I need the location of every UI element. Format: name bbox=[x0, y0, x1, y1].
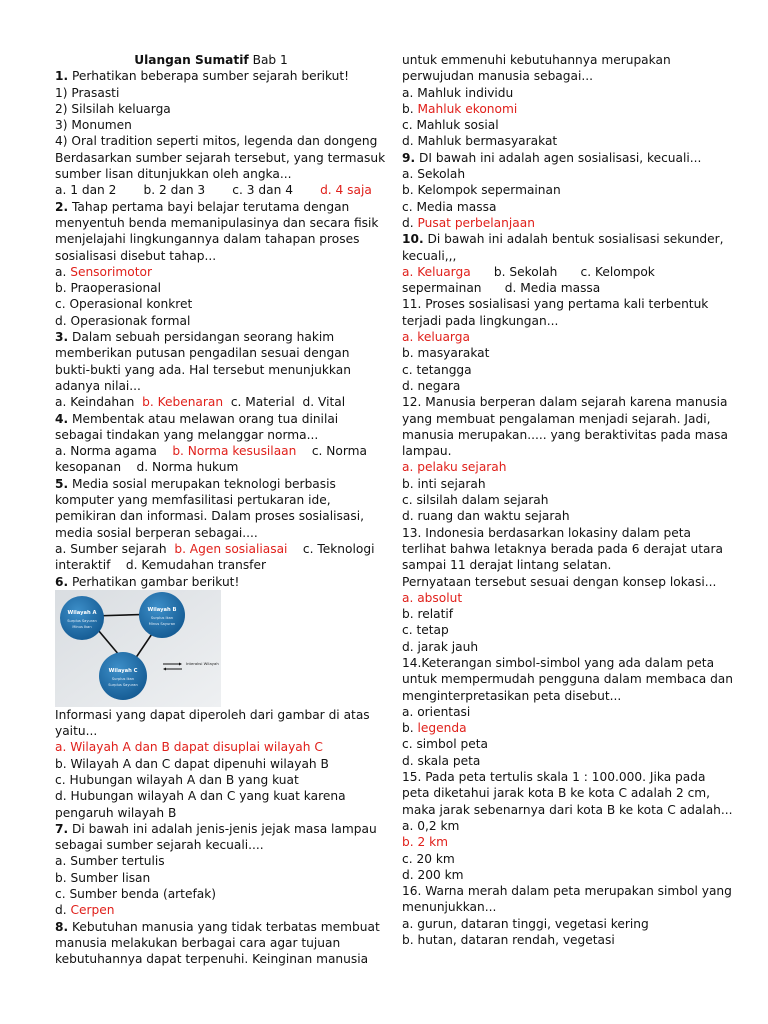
text-line bbox=[55, 329, 367, 345]
line-text: c. tetangga bbox=[402, 362, 472, 377]
line-text: c. Mahluk sosial bbox=[402, 118, 499, 133]
node-c-circle bbox=[99, 652, 147, 700]
line-text: d. 200 km bbox=[402, 867, 464, 882]
node-c-sub2: Surplus Sayuran bbox=[108, 682, 138, 687]
line-text: b. bbox=[402, 101, 418, 116]
line-text: a. Sumber tertulis bbox=[55, 854, 165, 869]
line-text: Perhatikan beberapa sumber sejarah berikut! bbox=[68, 69, 350, 84]
line-text: Di bawah ini adalah bentuk sosialisasi sekunder, bbox=[423, 232, 724, 247]
answer-text: legenda bbox=[417, 721, 467, 736]
text-line bbox=[402, 68, 732, 84]
line-text: c. Material d. Vital bbox=[223, 395, 346, 410]
text-line bbox=[55, 133, 378, 149]
text-line bbox=[402, 606, 732, 622]
text-line bbox=[402, 834, 732, 850]
answer-text: a. Keluarga bbox=[402, 264, 471, 279]
document-title bbox=[55, 52, 367, 68]
text-line bbox=[402, 296, 732, 312]
text-line bbox=[55, 362, 367, 378]
text-line bbox=[402, 85, 732, 101]
text-line bbox=[402, 769, 732, 785]
text-line bbox=[55, 280, 367, 296]
node-wilayah-c bbox=[99, 652, 147, 700]
text-line bbox=[402, 362, 732, 378]
line-text: b. Kelompok sepermainan bbox=[402, 183, 561, 198]
text-line bbox=[402, 541, 732, 557]
answer-text: b. Kebenaran bbox=[142, 395, 224, 410]
text-line bbox=[55, 739, 367, 755]
text-line bbox=[402, 590, 732, 606]
line-text: manusia melakukan berbagai cara agar tujuan bbox=[55, 935, 341, 950]
line-text: Perhatikan gambar berikut! bbox=[68, 574, 240, 589]
line-text: a. Keindahan bbox=[55, 395, 143, 410]
line-text: 14.Keterangan simbol-simbol yang ada dalam peta bbox=[402, 655, 715, 670]
line-text: sepermainan d. Media massa bbox=[402, 281, 601, 296]
text-line bbox=[402, 427, 732, 443]
text-line bbox=[402, 280, 732, 296]
text-line bbox=[55, 378, 367, 394]
text-line bbox=[402, 182, 732, 198]
text-line bbox=[55, 101, 367, 117]
question-number: 3. bbox=[55, 330, 69, 345]
question-number: 9. bbox=[402, 150, 416, 165]
answer-text: a. keluarga bbox=[402, 330, 470, 345]
line-text: sumber lisan ditunjukkan oleh angka... bbox=[55, 167, 292, 182]
text-line bbox=[402, 508, 732, 524]
line-text: pengaruh wilayah B bbox=[55, 805, 177, 820]
text-line bbox=[402, 525, 732, 541]
left-question-block bbox=[55, 68, 386, 590]
line-text: 4) Oral tradition seperti mitos, legenda dan dongeng bbox=[55, 134, 378, 149]
question-number: 4. bbox=[55, 411, 69, 426]
answer-text: a. pelaku sejarah bbox=[402, 460, 507, 475]
line-text: Kebutuhan manusia yang tidak terbatas membuat bbox=[68, 919, 380, 934]
line-text: a. gurun, dataran tinggi, vegetasi kering bbox=[402, 916, 649, 931]
line-text: maka jarak sebenarnya dari kota B ke kota C adalah... bbox=[402, 802, 733, 817]
text-line bbox=[55, 150, 386, 166]
line-text: terjadi pada lingkungan... bbox=[402, 313, 559, 328]
text-line bbox=[55, 117, 367, 133]
line-text: a. Sekolah bbox=[402, 167, 466, 182]
text-line bbox=[402, 639, 732, 655]
line-text: menyentuh benda memanipulasinya dan secara fisik bbox=[55, 215, 379, 230]
text-line bbox=[402, 133, 732, 149]
text-line bbox=[55, 707, 370, 723]
node-a-sub2: Minus Ikan bbox=[72, 624, 92, 629]
line-text: Tahap pertama bayi belajar terutama dengan bbox=[68, 199, 350, 214]
answer-text: a. absolut bbox=[402, 590, 463, 605]
text-line bbox=[55, 411, 367, 427]
text-line bbox=[402, 248, 732, 264]
line-text: 11. Proses sosialisasi yang pertama kali terbentuk bbox=[402, 297, 709, 312]
line-text: Dalam sebuah persidangan seorang hakim bbox=[68, 330, 335, 345]
text-line bbox=[402, 443, 732, 459]
text-line bbox=[402, 785, 732, 801]
text-line bbox=[402, 916, 732, 932]
line-text: c. Sumber benda (artefak) bbox=[55, 887, 217, 902]
text-line bbox=[55, 788, 367, 804]
right-question-block bbox=[402, 52, 732, 948]
text-line bbox=[402, 101, 732, 117]
text-line bbox=[55, 313, 367, 329]
text-line bbox=[402, 720, 732, 736]
text-line bbox=[55, 574, 367, 590]
line-text: a. Sumber sejarah bbox=[55, 541, 175, 556]
right-column bbox=[402, 52, 732, 948]
line-text: media sosial berperan sebagai.... bbox=[55, 525, 258, 540]
node-a-sub1: Surplus Sayuran bbox=[67, 618, 97, 623]
line-text: a. Norma agama bbox=[55, 444, 173, 459]
line-text: a. 1 dan 2 b. 2 dan 3 c. 3 dan 4 bbox=[55, 183, 321, 198]
text-line bbox=[55, 443, 367, 459]
line-text: d. Hubungan wilayah A dan C yang kuat karena bbox=[55, 789, 346, 804]
line-text: 16. Warna merah dalam peta merupakan simbol yang bbox=[402, 884, 732, 899]
line-text: 2) Silsilah keluarga bbox=[55, 101, 171, 116]
question-number: 7. bbox=[55, 821, 69, 836]
text-line bbox=[55, 492, 367, 508]
answer-text: a. Wilayah A dan B dapat disuplai wilayah C bbox=[55, 740, 323, 755]
node-c-name: Wilayah C bbox=[108, 667, 138, 674]
text-line bbox=[402, 52, 732, 68]
text-line bbox=[55, 231, 367, 247]
line-text: kecuali,,, bbox=[402, 248, 457, 263]
line-text: d. Operasionak formal bbox=[55, 313, 191, 328]
text-line bbox=[55, 853, 367, 869]
line-text: untuk mempermudah pengguna dalam membaca dan bbox=[402, 672, 734, 687]
answer-text: b. Agen sosialiasai bbox=[174, 541, 288, 556]
line-text: a. 0,2 km bbox=[402, 818, 460, 833]
line-text: c. Norma bbox=[296, 444, 368, 459]
line-text: Berdasarkan sumber sejarah tersebut, yang termasuk bbox=[55, 150, 386, 165]
title-suffix: Bab 1 bbox=[248, 53, 288, 67]
line-text: bukti-bukti yang ada. Hal tersebut menunjukkan bbox=[55, 362, 351, 377]
line-text: kebutuhannya dapat terpenuhi. Keinginan manusia bbox=[55, 952, 369, 967]
text-line bbox=[402, 215, 732, 231]
line-text: pemikiran dan informasi. Dalam proses sosialisasi, bbox=[55, 509, 364, 524]
answer-text: b. 2 km bbox=[402, 835, 449, 850]
text-line bbox=[55, 166, 367, 182]
text-line bbox=[402, 199, 732, 215]
line-text: Media sosial merupakan teknologi berbasis bbox=[68, 476, 336, 491]
text-line bbox=[402, 818, 732, 834]
line-text: peta diketahui jarak kota B ke kota C adalah 2 cm, bbox=[402, 786, 711, 801]
line-text: terlihat bahwa letaknya berada pada 6 derajat utara bbox=[402, 541, 723, 556]
line-text: sampai 11 derajat lintang selatan. bbox=[402, 558, 612, 573]
answer-text: Mahluk ekonomi bbox=[417, 101, 518, 116]
text-line bbox=[55, 723, 367, 739]
line-text: c. Operasional konkret bbox=[55, 297, 193, 312]
line-text: manusia merupakan..... yang beraktivitas pada masa bbox=[402, 427, 728, 442]
line-text: lampau. bbox=[402, 444, 452, 459]
node-c-sub1: Surplus Ikan bbox=[111, 676, 135, 681]
text-line bbox=[402, 688, 732, 704]
question-number: 8. bbox=[55, 919, 69, 934]
text-line bbox=[402, 753, 732, 769]
line-text: menginterpretasikan peta disebut... bbox=[402, 688, 622, 703]
text-line bbox=[55, 459, 367, 475]
line-text: kesopanan d. Norma hukum bbox=[55, 460, 239, 475]
line-text: b. bbox=[402, 721, 418, 736]
question-number: 6. bbox=[55, 574, 69, 589]
line-text: 15. Pada peta tertulis skala 1 : 100.000. Jika pada bbox=[402, 770, 706, 785]
text-line bbox=[402, 867, 732, 883]
line-text: Informasi yang dapat diperoleh dari gambar di atas bbox=[55, 707, 370, 722]
text-line bbox=[402, 150, 732, 166]
text-line bbox=[402, 492, 732, 508]
text-line bbox=[402, 883, 732, 899]
text-line bbox=[55, 772, 367, 788]
line-text: sebagai tindakan yang melanggar norma... bbox=[55, 427, 319, 442]
line-text: b. Sumber lisan bbox=[55, 870, 151, 885]
line-text: untuk emmenuhi kebutuhannya merupakan bbox=[402, 53, 671, 67]
text-line bbox=[402, 671, 732, 687]
text-line bbox=[55, 296, 367, 312]
text-line bbox=[402, 704, 732, 720]
text-line bbox=[402, 557, 732, 573]
line-text: 3) Monumen bbox=[55, 118, 132, 133]
text-line bbox=[402, 411, 732, 427]
text-line bbox=[55, 951, 367, 967]
line-text: a. bbox=[55, 264, 71, 279]
text-line bbox=[55, 427, 367, 443]
line-text: d. bbox=[55, 903, 71, 918]
answer-text: Sensorimotor bbox=[70, 264, 152, 279]
text-line bbox=[55, 541, 375, 557]
text-line bbox=[55, 264, 367, 280]
line-text: c. silsilah dalam sejarah bbox=[402, 493, 549, 508]
regional-interaction-diagram bbox=[55, 590, 221, 707]
line-text: interaktif d. Kemudahan transfer bbox=[55, 558, 266, 573]
left-question-block-2 bbox=[55, 707, 380, 968]
line-text: Membentak atau melawan orang tua dinilai bbox=[68, 411, 339, 426]
line-text: d. Mahluk bermasyarakat bbox=[402, 134, 558, 149]
line-text: menjelajahi lingkungannya dalam tahapan proses bbox=[55, 232, 360, 247]
line-text: yang membuat pengalaman menjadi sejarah. Jadi, bbox=[402, 411, 711, 426]
line-text: c. Media massa bbox=[402, 199, 497, 214]
line-text: c. Hubungan wilayah A dan B yang kuat bbox=[55, 772, 299, 787]
line-text: adanya nilai... bbox=[55, 378, 141, 393]
node-b-name: Wilayah B bbox=[147, 606, 177, 613]
text-line bbox=[55, 68, 367, 84]
line-text: komputer yang memfasilitasi pertukaran ide, bbox=[55, 493, 331, 508]
line-text: d. ruang dan waktu sejarah bbox=[402, 509, 570, 524]
answer-text: Cerpen bbox=[70, 903, 115, 918]
line-text: a. orientasi bbox=[402, 704, 471, 719]
line-text: b. Wilayah A dan C dapat dipenuhi wilayah B bbox=[55, 756, 329, 771]
text-line bbox=[402, 231, 732, 247]
text-line bbox=[55, 886, 367, 902]
line-text: d. jarak jauh bbox=[402, 639, 479, 654]
line-text: sebagai sumber sejarah kecuali.... bbox=[55, 838, 264, 853]
answer-text: Pusat perbelanjaan bbox=[417, 215, 535, 230]
answer-text: b. Norma kesusilaan bbox=[172, 444, 297, 459]
text-line bbox=[402, 345, 732, 361]
text-line bbox=[55, 199, 367, 215]
line-text: c. simbol peta bbox=[402, 737, 488, 752]
line-text: b. Praoperasional bbox=[55, 281, 162, 296]
line-text: c. tetap bbox=[402, 623, 449, 638]
text-line bbox=[55, 394, 367, 410]
text-line bbox=[402, 655, 732, 671]
question-number: 1. bbox=[55, 69, 69, 84]
text-line bbox=[402, 622, 732, 638]
text-line bbox=[55, 557, 367, 573]
text-line bbox=[402, 802, 732, 818]
question-number: 5. bbox=[55, 476, 69, 491]
line-text: d. bbox=[402, 215, 418, 230]
question-number: 10. bbox=[402, 232, 424, 247]
node-wilayah-b bbox=[139, 592, 185, 638]
text-line bbox=[402, 117, 732, 133]
node-a-circle bbox=[60, 596, 104, 640]
line-text: menunjukkan... bbox=[402, 900, 497, 915]
line-text: b. hutan, dataran rendah, vegetasi bbox=[402, 933, 615, 948]
text-line bbox=[402, 476, 732, 492]
text-line bbox=[402, 166, 732, 182]
line-text: c. Teknologi bbox=[287, 541, 375, 556]
text-line bbox=[55, 182, 372, 198]
line-text: sosialisasi disebut tahap... bbox=[55, 248, 217, 263]
text-line bbox=[55, 508, 367, 524]
line-text: b. inti sejarah bbox=[402, 476, 486, 491]
text-line bbox=[402, 329, 732, 345]
title-bold: Ulangan Sumatif bbox=[134, 53, 249, 67]
text-line bbox=[55, 919, 380, 935]
line-text: d. skala peta bbox=[402, 753, 481, 768]
line-text: b. masyarakat bbox=[402, 346, 490, 361]
node-wilayah-a bbox=[60, 596, 104, 640]
line-text: c. 20 km bbox=[402, 851, 455, 866]
line-text: b. relatif bbox=[402, 607, 454, 622]
text-line bbox=[402, 459, 732, 475]
question-number: 2. bbox=[55, 199, 69, 214]
node-a-name: Wilayah A bbox=[67, 609, 97, 616]
text-line bbox=[55, 756, 367, 772]
node-b-sub1: Surplus Ikan bbox=[150, 615, 174, 620]
text-line bbox=[55, 248, 367, 264]
text-line bbox=[402, 932, 732, 948]
line-text: Pernyataan tersebut sesuai dengan konsep lokasi... bbox=[402, 574, 717, 589]
line-text: 1) Prasasti bbox=[55, 85, 120, 100]
line-text: DI bawah ini adalah agen sosialisasi, kecuali... bbox=[415, 150, 702, 165]
line-text: d. negara bbox=[402, 378, 461, 393]
node-b-circle bbox=[139, 592, 185, 638]
text-line bbox=[55, 476, 367, 492]
line-text: a. Mahluk individu bbox=[402, 85, 514, 100]
line-text: memberikan putusan pengadilan sesuai dengan bbox=[55, 346, 350, 361]
text-line bbox=[402, 899, 732, 915]
text-line bbox=[402, 851, 732, 867]
line-text: 13. Indonesia berdasarkan lokasiny dalam peta bbox=[402, 525, 692, 540]
text-line bbox=[402, 313, 732, 329]
left-column bbox=[55, 52, 386, 968]
text-line bbox=[55, 345, 367, 361]
legend-text: Interaksi Wilayah bbox=[186, 660, 219, 666]
answer-text: d. 4 saja bbox=[320, 183, 372, 198]
text-line bbox=[55, 805, 367, 821]
line-text: 12. Manusia berperan dalam sejarah karena manusia bbox=[402, 395, 728, 410]
text-line bbox=[55, 85, 367, 101]
text-line bbox=[402, 394, 732, 410]
line-text: perwujudan manusia sebagai... bbox=[402, 69, 593, 84]
text-line bbox=[55, 935, 367, 951]
text-line bbox=[55, 821, 377, 837]
node-b-sub2: Minus Sayuran bbox=[148, 621, 176, 626]
text-line bbox=[402, 264, 732, 280]
line-text: b. Sekolah c. Kelompok bbox=[470, 264, 655, 279]
line-text: yaitu... bbox=[55, 724, 98, 739]
text-line bbox=[402, 736, 732, 752]
text-line bbox=[402, 378, 732, 394]
line-text: Di bawah ini adalah jenis-jenis jejak masa lampau bbox=[68, 821, 377, 836]
text-line bbox=[55, 902, 367, 918]
text-line bbox=[55, 870, 367, 886]
text-line bbox=[55, 215, 379, 231]
text-line bbox=[55, 837, 367, 853]
text-line bbox=[402, 574, 732, 590]
text-line bbox=[55, 525, 367, 541]
